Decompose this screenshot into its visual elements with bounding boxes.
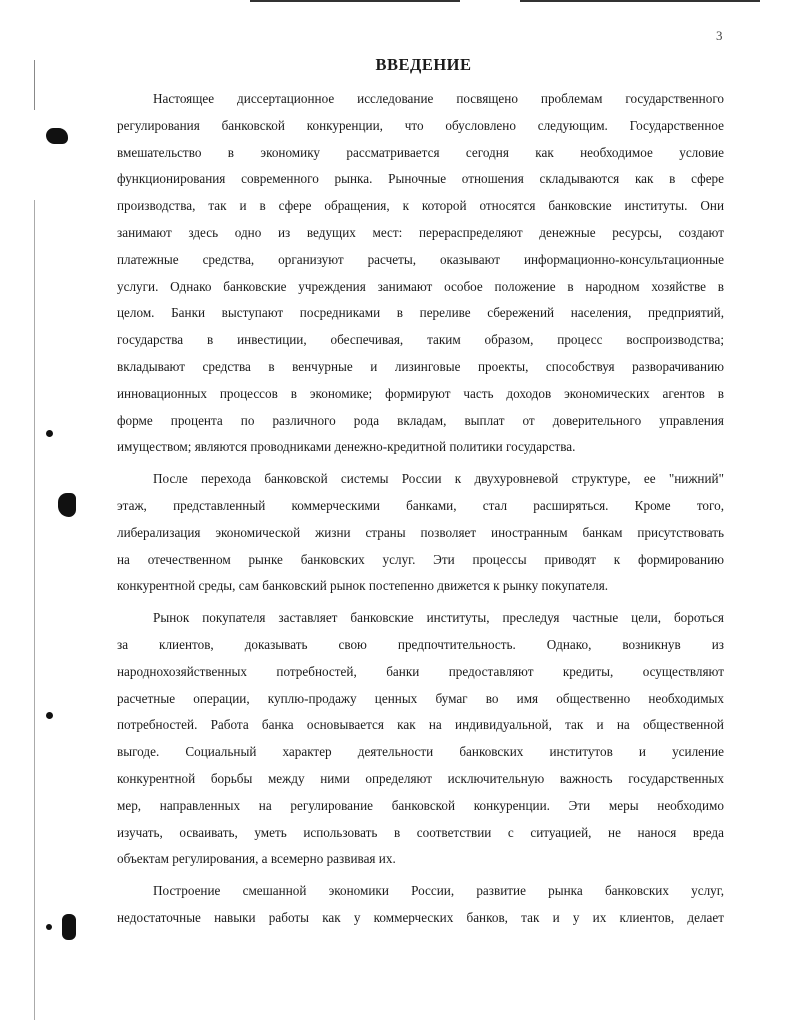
document-body — [117, 86, 724, 932]
text-line: недостаточные навыки работы как у коммерческих банков, так и у их клиентов, делает — [117, 909, 724, 925]
scan-top-rule — [520, 0, 760, 2]
text-line: функционирования современного рынка. Рыночные отношения складываются как в сфере — [117, 171, 724, 187]
text-line: этаж, представленный коммерческими банками, стал расширяться. Кроме того, — [117, 497, 724, 513]
text-line: расчетные операции, куплю-продажу ценных бумаг во имя общественно необходимых — [117, 690, 724, 706]
page-number: 3 — [716, 28, 723, 43]
scan-blot — [46, 924, 52, 930]
scan-edge-line — [34, 200, 35, 1020]
text-line: либерализация экономической жизни страны позволяет иностранным банкам присутствовать — [117, 524, 724, 540]
scan-top-rule — [250, 0, 460, 2]
text-line: целом. Банки выступают посредниками в переливе сбережений населения, предприятий, — [117, 305, 724, 321]
text-line: объектам регулирования, а всемерно развивая их. — [117, 851, 396, 867]
text-line: за клиентов, доказывать свою предпочтительность. Однако, возникнув из — [117, 636, 724, 652]
text-line: инновационных процессов в экономике; формируют часть доходов экономических агентов в — [117, 385, 724, 401]
text-line: народнохозяйственных потребностей, банки предоставляют кредиты, осуществляют — [117, 663, 724, 679]
scan-blot — [62, 914, 76, 940]
text-line: потребностей. Работа банка основывается как на индивидуальной, так и на общественной — [117, 717, 724, 733]
scan-blot — [58, 493, 76, 517]
text-line: конкурентной среды, сам банковский рынок постепенно движется к рынку покупателя. — [117, 578, 609, 594]
text-line: мер, направленных на регулирование банковской конкуренции. Эти меры необходимо — [117, 797, 724, 813]
text-line: выгоде. Социальный характер деятельности банковских институтов и усиление — [117, 744, 724, 760]
text-line: форме процента по различного рода вкладам, выплат от доверительного управления — [117, 412, 724, 428]
page-title: ВВЕДЕНИЕ — [375, 55, 472, 74]
text-line: Рынок покупателя заставляет банковские институты, преследуя частные цели, бороться — [153, 610, 724, 626]
text-line: изучать, осваивать, уметь использовать в соответствии с ситуацией, не нанося вреда — [117, 824, 724, 840]
scan-blot — [46, 430, 53, 437]
text-line: занимают здесь одно из ведущих мест: перераспределяют денежные ресурсы, создают — [117, 224, 724, 240]
text-line: конкурентной борьбы между ними определяют исключительную важность государственных — [117, 770, 724, 786]
text-line: производства, так и в сфере обращения, к которой относятся банковские институты. Они — [117, 198, 724, 214]
text-line: услуги. Однако банковские учреждения занимают особое положение в народном хозяйстве в — [117, 278, 724, 294]
text-line: платежные средства, организуют расчеты, оказывают информационно-консультационные — [117, 251, 724, 267]
text-line: регулирования банковской конкуренции, что обусловлено следующим. Государственное — [117, 117, 724, 133]
text-line: государства в инвестиции, обеспечивая, таким образом, процесс воспроизводства; — [117, 332, 724, 348]
text-line: на отечественном рынке банковских услуг. Эти процессы приводят к формированию — [117, 551, 724, 567]
text-line: вмешательство в экономику рассматривается сегодня как необходимое условие — [117, 144, 724, 160]
text-line: имуществом; являются проводниками денежно-кредитной политики государства. — [117, 439, 576, 455]
text-line: вкладывают средства в венчурные и лизинговые проекты, способствуя разворачиванию — [117, 358, 724, 374]
text-line: Настоящее диссертационное исследование посвящено проблемам государственного — [153, 91, 724, 106]
scan-blot — [46, 712, 53, 719]
scan-blot — [46, 128, 68, 144]
text-line: Построение смешанной экономики России, развитие рынка банковских услуг, — [153, 883, 724, 899]
text-line: После перехода банковской системы России к двухуровневой структуре, ее "нижний" — [153, 471, 724, 487]
